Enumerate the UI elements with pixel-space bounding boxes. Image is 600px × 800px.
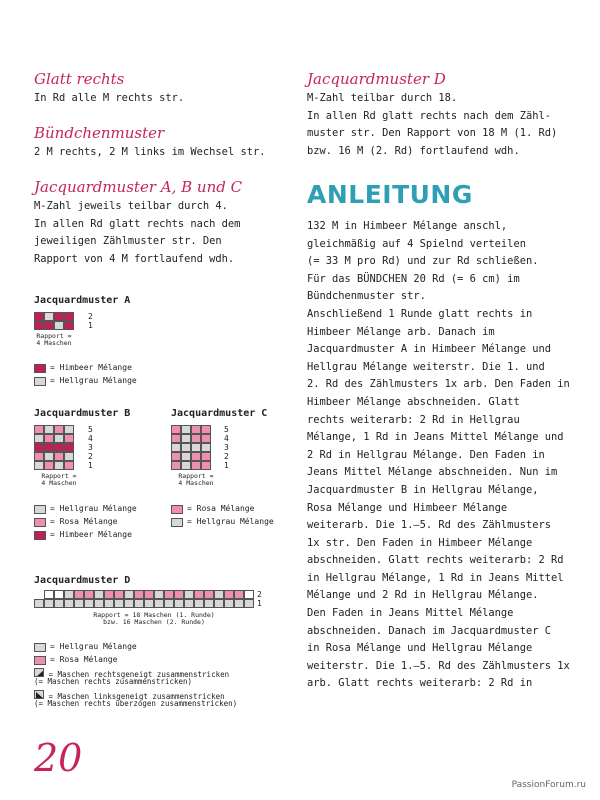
chart-cell xyxy=(191,452,201,461)
buendchen-heading: Bündchenmuster xyxy=(34,124,165,142)
chart-cell xyxy=(44,425,54,434)
chart-cell xyxy=(164,599,174,608)
chart-cell xyxy=(134,590,144,599)
legend-label: = Rosa Mélange xyxy=(50,655,118,664)
chart-cell xyxy=(64,425,74,434)
anleitung-text: 132 M in Himbeer Mélange anschl, gleichmäßig auf 4 Spielnd verteilen (= 33 M pro Rd) und zur Rd schließen. Für das BÜNDCHEN 20 Rd (= 6 cm) im Bündchenmuster str. Anschließend 1 Runde glatt rechts in Himbeer Mélange arb. Danach im Jacquardmuster A in Himbeer Mélange und Hellgrau Mélange weiterstr. Die 1. und 2. Rd des Zählmusters 1x arb. Den Faden in Himbeer Mélange abschneiden. Glatt rechts weiterarb: 2 Rd in Hellgrau Mélange, 1 Rd in Jeans Mittel Mélange und 2 Rd in Hellgrau Mélange. Den Faden in Jeans Mittel Mélange abschneiden. Nun im Jacquardmuster B in Hellgrau Mélange, Rosa Mélange und Himbeer Mélange weiterarb. Die 1.–5. Rd des Zählmusters 1x str. Den Faden in Himbeer Mélange abschneiden. Glatt rechts weiterarb: 2 Rd in Hellgrau Mélange, 1 Rd in Jeans Mittel Mélange und 2 Rd in Hellgrau Mélange. Den Faden in Jeans Mittel Mélange abschneiden. Danach im Jacquardmuster C in Rosa Mélange und Hellgrau Mélange weiterstr. Die 1.–5. Rd des Zählmusters 1x arb. Glatt rechts weiterarb: 2 Rd in xyxy=(307,220,570,690)
row-label: 1 xyxy=(88,461,93,470)
chart-cell xyxy=(224,590,234,599)
chart-cell xyxy=(34,425,44,434)
row-label: 2 xyxy=(224,452,229,461)
chart-cell xyxy=(44,312,54,321)
chart-c-caption: Rapport = 4 Maschen xyxy=(178,472,214,487)
decrease-left-label: = Maschen linksgeneigt zusammenstricken xyxy=(48,692,225,701)
chart-cell xyxy=(64,312,74,321)
chart-cell xyxy=(64,590,74,599)
legend-swatch xyxy=(34,377,46,386)
chart-cell xyxy=(34,321,44,330)
chart-cell xyxy=(34,443,44,452)
chart-d-row-1 xyxy=(34,599,254,608)
chart-cell xyxy=(194,590,204,599)
jacquard-d-text: M-Zahl teilbar durch 18. In allen Rd glatt rechts nach dem Zähl- muster str. Den Rapport von 18 M (1. Rd) bzw. 16 M (2. Rd) fortlaufend wdh. xyxy=(307,92,558,157)
chart-cell xyxy=(181,434,191,443)
chart-d-legend-rosa xyxy=(34,654,117,666)
row-label: 5 xyxy=(224,425,229,434)
legend-item xyxy=(34,516,117,528)
chart-cell xyxy=(214,599,224,608)
chart-cell xyxy=(64,443,74,452)
legend-item xyxy=(34,503,137,515)
chart-cell xyxy=(191,434,201,443)
rosa-swatch xyxy=(34,656,46,665)
chart-cell xyxy=(104,599,114,608)
decrease-right-icon xyxy=(34,668,44,677)
chart-cell xyxy=(64,599,74,608)
decrease-right-label: = Maschen rechtsgeneigt zusammenstricken xyxy=(48,670,230,679)
chart-cell xyxy=(181,443,191,452)
chart-cell xyxy=(44,443,54,452)
chart-cell xyxy=(54,321,64,330)
legend-item xyxy=(34,375,137,387)
chart-cell xyxy=(244,599,254,608)
chart-d-title: Jacquardmuster D xyxy=(34,575,131,586)
row-label: 2 xyxy=(88,312,93,321)
decrease-left-icon xyxy=(34,690,44,699)
chart-d-row-label: 1 xyxy=(257,599,262,608)
row-label: 5 xyxy=(88,425,93,434)
chart-d-legend-hellgrau xyxy=(34,641,137,653)
hellgrau-swatch xyxy=(34,643,46,652)
legend-label: = Hellgrau Mélange xyxy=(50,504,137,513)
legend-item xyxy=(34,362,132,374)
chart-cell xyxy=(191,425,201,434)
chart-cell xyxy=(114,590,124,599)
chart-cell xyxy=(84,590,94,599)
chart-cell xyxy=(181,452,191,461)
legend-swatch xyxy=(34,531,46,540)
chart-cell xyxy=(164,590,174,599)
row-label: 4 xyxy=(224,434,229,443)
row-label: 3 xyxy=(88,443,93,452)
chart-cell xyxy=(181,461,191,470)
legend-label: = Hellgrau Mélange xyxy=(187,517,274,526)
chart-cell xyxy=(34,434,44,443)
chart-cell xyxy=(54,425,64,434)
chart-cell xyxy=(54,452,64,461)
chart-cell xyxy=(134,599,144,608)
chart-cell xyxy=(191,461,201,470)
anleitung-heading: ANLEITUNG xyxy=(307,180,473,209)
legend-swatch xyxy=(34,518,46,527)
chart-cell xyxy=(184,599,194,608)
glatt-rechts-text: In Rd alle M rechts str. xyxy=(34,92,185,104)
chart-a-grid xyxy=(34,312,74,330)
chart-a-title: Jacquardmuster A xyxy=(34,295,131,306)
chart-b-row-labels xyxy=(88,425,93,470)
chart-cell xyxy=(174,590,184,599)
chart-cell xyxy=(171,452,181,461)
jacquard-abc-text: M-Zahl jeweils teilbar durch 4. In allen Rd glatt rechts nach dem jeweiligen Zählmuster str. Den Rapport von 4 M fortlaufend wdh. xyxy=(34,200,241,265)
chart-cell xyxy=(194,599,204,608)
chart-cell xyxy=(44,461,54,470)
chart-cell xyxy=(201,425,211,434)
chart-cell xyxy=(64,321,74,330)
chart-cell xyxy=(44,590,54,599)
chart-cell xyxy=(64,434,74,443)
chart-cell xyxy=(224,599,234,608)
chart-cell xyxy=(144,590,154,599)
chart-cell xyxy=(54,599,64,608)
chart-cell xyxy=(184,590,194,599)
chart-d-row-labels xyxy=(257,590,262,608)
page-number: 20 xyxy=(34,736,83,780)
chart-cell xyxy=(234,599,244,608)
chart-cell xyxy=(171,443,181,452)
chart-cell xyxy=(201,461,211,470)
jacquard-abc-heading: Jacquardmuster A, B und C xyxy=(34,178,243,196)
chart-cell xyxy=(171,425,181,434)
chart-cell xyxy=(171,461,181,470)
chart-cell xyxy=(84,599,94,608)
decrease-right-note-2: (= Maschen rechts zusammenstricken) xyxy=(34,677,193,686)
chart-cell xyxy=(214,590,224,599)
glatt-rechts-heading: Glatt rechts xyxy=(34,70,125,88)
chart-cell xyxy=(124,599,134,608)
chart-cell xyxy=(74,599,84,608)
legend-label: = Hellgrau Mélange xyxy=(50,376,137,385)
row-label: 4 xyxy=(88,434,93,443)
chart-cell xyxy=(64,452,74,461)
legend-label: = Hellgrau Mélange xyxy=(50,642,137,651)
row-label: 2 xyxy=(88,452,93,461)
chart-cell xyxy=(74,590,84,599)
chart-a-row-labels xyxy=(88,312,93,330)
chart-d-caption: Rapport = 18 Maschen (1. Runde) bzw. 16 Maschen (2. Runde) xyxy=(93,611,215,626)
chart-cell xyxy=(154,590,164,599)
chart-cell xyxy=(44,321,54,330)
chart-cell xyxy=(144,599,154,608)
chart-cell xyxy=(124,590,134,599)
chart-a-caption: Rapport = 4 Maschen xyxy=(36,332,72,347)
chart-b-caption: Rapport = 4 Maschen xyxy=(41,472,77,487)
buendchen-text: 2 M rechts, 2 M links im Wechsel str. xyxy=(34,146,266,158)
chart-cell xyxy=(34,452,44,461)
chart-cell xyxy=(174,599,184,608)
chart-cell xyxy=(114,599,124,608)
chart-cell xyxy=(181,425,191,434)
chart-cell xyxy=(191,443,201,452)
chart-cell xyxy=(201,452,211,461)
chart-cell xyxy=(204,590,214,599)
chart-cell xyxy=(54,461,64,470)
chart-cell xyxy=(244,590,254,599)
legend-item xyxy=(171,516,274,528)
legend-swatch xyxy=(171,518,183,527)
legend-label: = Rosa Mélange xyxy=(50,517,118,526)
legend-item xyxy=(34,529,132,541)
chart-cell xyxy=(34,461,44,470)
legend-swatch xyxy=(34,505,46,514)
watermark: PassionForum.ru xyxy=(511,780,586,790)
chart-c-grid xyxy=(171,425,211,470)
chart-d-row-label: 2 xyxy=(257,590,262,599)
chart-cell xyxy=(44,434,54,443)
legend-swatch xyxy=(34,364,46,373)
decrease-left-note-2: (= Maschen rechts überzogen zusammenstricken) xyxy=(34,699,238,708)
row-label: 1 xyxy=(224,461,229,470)
legend-label: = Rosa Mélange xyxy=(187,504,255,513)
chart-c-row-labels xyxy=(224,425,229,470)
chart-cell xyxy=(201,434,211,443)
chart-cell xyxy=(34,312,44,321)
chart-cell xyxy=(34,599,44,608)
legend-label: = Himbeer Mélange xyxy=(50,530,132,539)
chart-cell xyxy=(234,590,244,599)
chart-cell xyxy=(54,443,64,452)
row-label: 3 xyxy=(224,443,229,452)
legend-item xyxy=(171,503,254,515)
chart-cell xyxy=(64,461,74,470)
chart-cell xyxy=(94,599,104,608)
chart-cell xyxy=(54,312,64,321)
chart-cell xyxy=(94,590,104,599)
jacquard-d-heading: Jacquardmuster D xyxy=(307,70,446,88)
chart-cell xyxy=(44,452,54,461)
chart-cell xyxy=(204,599,214,608)
legend-label: = Himbeer Mélange xyxy=(50,363,132,372)
chart-c-title: Jacquardmuster C xyxy=(171,408,268,419)
chart-cell xyxy=(201,443,211,452)
legend-swatch xyxy=(171,505,183,514)
chart-cell xyxy=(54,434,64,443)
row-label: 1 xyxy=(88,321,93,330)
chart-cell xyxy=(44,599,54,608)
chart-cell xyxy=(104,590,114,599)
chart-cell xyxy=(154,599,164,608)
chart-b-title: Jacquardmuster B xyxy=(34,408,131,419)
chart-d-row-2 xyxy=(44,590,254,599)
chart-cell xyxy=(171,434,181,443)
chart-cell xyxy=(54,590,64,599)
chart-b-grid xyxy=(34,425,74,470)
